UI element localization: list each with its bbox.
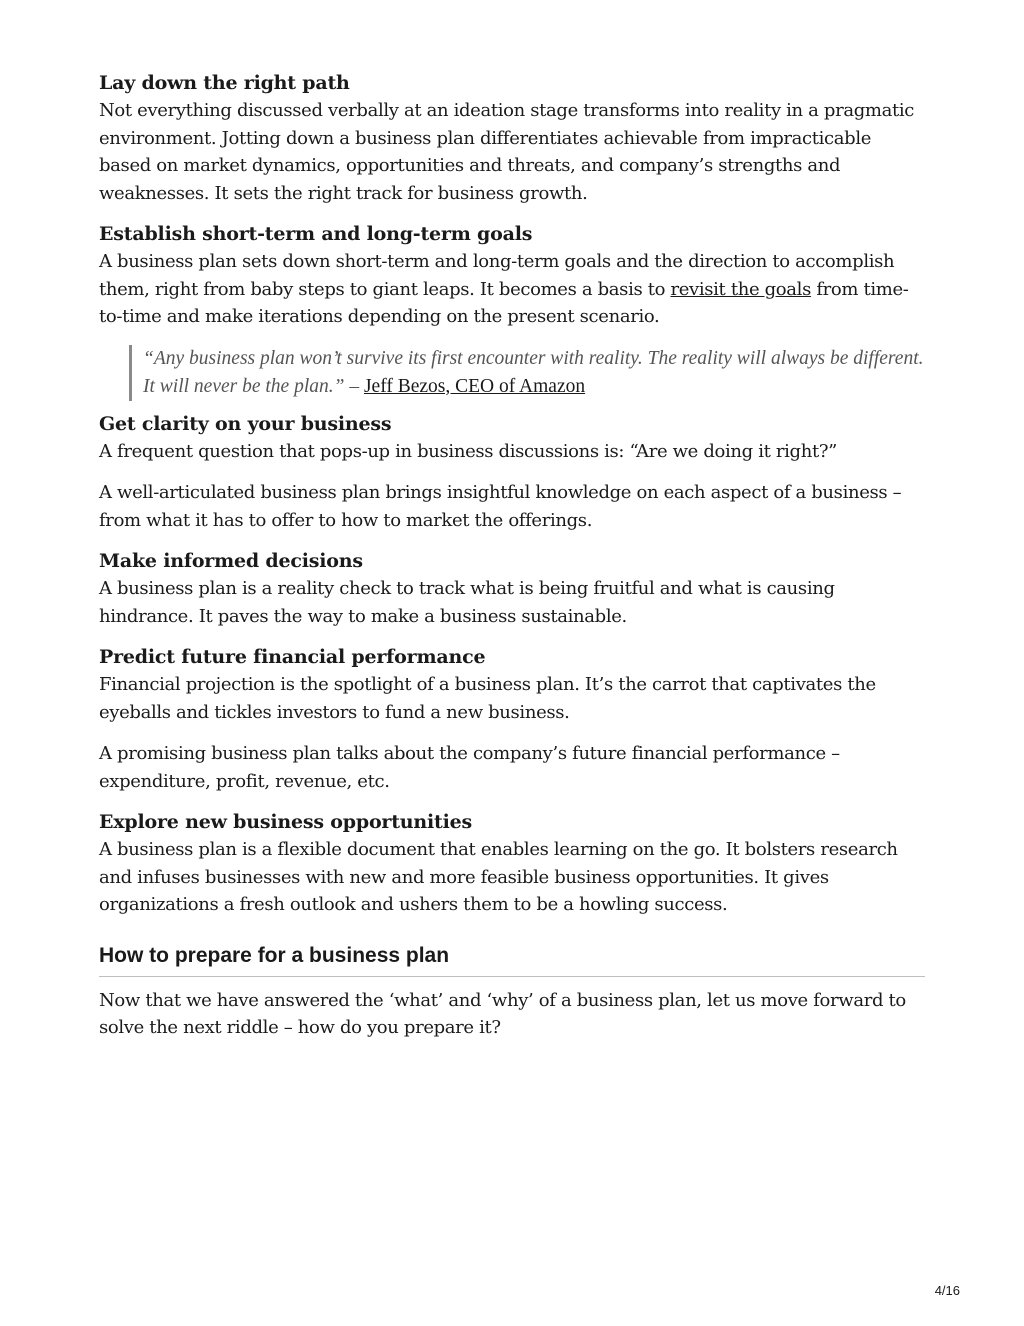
quote-dash: – [344, 375, 364, 397]
document-page [99, 70, 925, 1056]
subheading: Establish short-term and long-term goals [99, 223, 533, 245]
paragraph: A well-articulated business plan brings insightful knowledge on each aspect of a business – from what it has to offer to how to market the offerings. [99, 482, 902, 531]
section-financial [99, 644, 925, 795]
section-decisions [99, 548, 925, 630]
revisit-goals-link[interactable]: revisit the goals [670, 278, 811, 300]
paragraph-text: A business plan sets down short-term and long-term goals and the direction to accomplish them, right from baby steps to giant leaps. It becomes a basis to [99, 251, 895, 300]
paragraph [99, 248, 925, 331]
subheading: Predict future financial performance [99, 646, 486, 668]
paragraph: A business plan is a flexible document that enables learning on the go. It bolsters research and infuses businesses with new and more feasible business opportunities. It gives organizations a fresh outlook and ushers them to be a howling success. [99, 839, 898, 915]
subheading: Lay down the right path [99, 72, 350, 94]
paragraph: Not everything discussed verbally at an ideation stage transforms into reality in a pragmatic environment. Jotting down a business plan differentiates achievable from impracticable based on market dynamics, opportunities and threats, and company’s strengths and weaknesses. It sets the right track for business growth. [99, 100, 915, 204]
subheading: Get clarity on your business [99, 412, 392, 435]
subheading: Explore new business opportunities [99, 811, 473, 833]
closing-paragraph: Now that we have answered the ‘what’ and ‘why’ of a business plan, let us move forward to solve the next riddle – how do you prepare it? [99, 989, 906, 1038]
paragraph: Financial projection is the spotlight of a business plan. It’s the carrot that captivates the eyeballs and tickles investors to fund a new business. [99, 674, 876, 723]
paragraph: A frequent question that pops-up in business discussions is: “Are we doing it right?” [99, 440, 837, 462]
blockquote [129, 345, 925, 401]
paragraph: A promising business plan talks about the company’s future financial performance – expenditure, profit, revenue, etc. [99, 743, 840, 792]
subheading: Make informed decisions [99, 550, 363, 572]
section-goals [99, 221, 925, 331]
section-clarity [99, 411, 925, 535]
section-lay-down-path [99, 70, 925, 207]
quote-text: “Any business plan won’t survive its first encounter with reality. The reality will always be different. It will never be the plan.” [143, 347, 924, 397]
section-opportunities [99, 809, 925, 919]
paragraph-text: from time-to-time and make iterations depending on the present scenario. [99, 278, 909, 327]
section-heading: How to prepare for a business plan [99, 941, 925, 977]
quote-attribution-link[interactable]: Jeff Bezos, CEO of Amazon [363, 375, 586, 397]
page-number: 4/16 [934, 1283, 960, 1298]
paragraph: A business plan is a reality check to track what is being fruitful and what is causing hindrance. It paves the way to make a business sustainable. [99, 578, 835, 627]
